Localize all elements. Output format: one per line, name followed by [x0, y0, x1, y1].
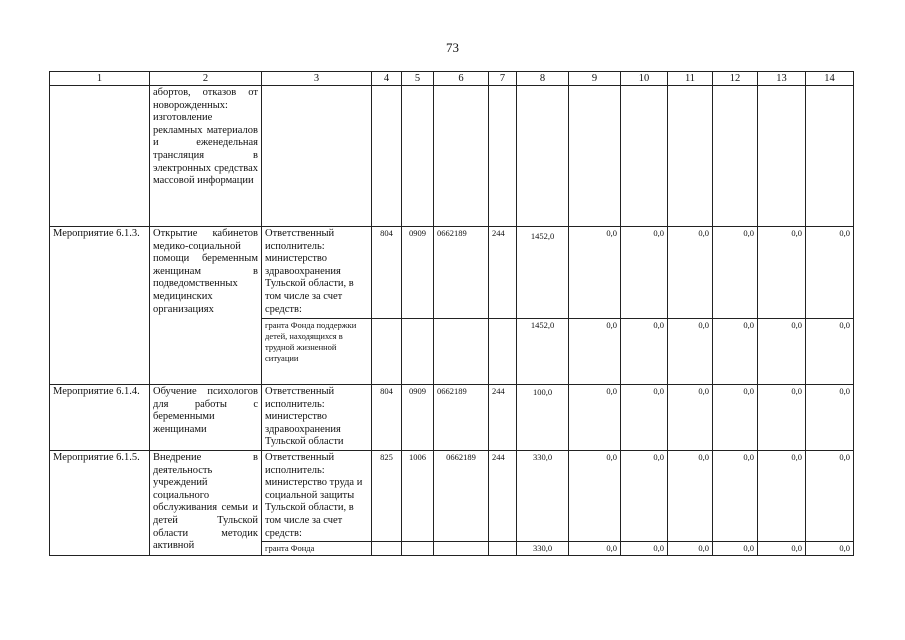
cell-c8: 1452,0 [517, 319, 569, 385]
column-header: 4 [372, 72, 402, 86]
column-header: 9 [569, 72, 621, 86]
cell-c6: 0662189 [434, 385, 489, 451]
cell-c14: 0,0 [806, 450, 854, 541]
cell-c12: 0,0 [713, 227, 758, 319]
table-row [50, 450, 854, 541]
cell-c14: 0,0 [806, 385, 854, 451]
measure-code-cell [50, 86, 150, 227]
cell-c9: 0,0 [569, 319, 621, 385]
column-header: 3 [262, 72, 372, 86]
column-header: 6 [434, 72, 489, 86]
cell-c4: 804 [372, 227, 402, 319]
table-header-row [50, 72, 854, 86]
cell-c8: 330,0 [517, 450, 569, 541]
cell-c5: 0909 [402, 227, 434, 319]
table-row [50, 227, 854, 319]
cell-c9: 0,0 [569, 450, 621, 541]
measure-description: абортов, отказов от новорожденных: изготовление рекламных материалов и еженедельная трансляция в электронных средствах массовой информации [150, 86, 262, 227]
cell-c11: 0,0 [668, 450, 713, 541]
cell-c4: 804 [372, 385, 402, 451]
cell-c10: 0,0 [621, 542, 668, 556]
measure-code: Мероприятие 6.1.5. [50, 450, 150, 555]
column-header: 1 [50, 72, 150, 86]
cell-c10: 0,0 [621, 319, 668, 385]
executor-cell: Ответственный исполнитель: министерство здравоохранения Тульской области [262, 385, 372, 451]
cell-c13: 0,0 [758, 319, 806, 385]
column-header: 5 [402, 72, 434, 86]
cell-c4: 825 [372, 450, 402, 541]
cell-c12: 0,0 [713, 450, 758, 541]
cell-c13: 0,0 [758, 385, 806, 451]
column-header: 12 [713, 72, 758, 86]
cell-c14: 0,0 [806, 227, 854, 319]
column-header: 2 [150, 72, 262, 86]
cell-c7: 244 [489, 385, 517, 451]
cell-c8: 100,0 [517, 385, 569, 451]
cell-c9: 0,0 [569, 542, 621, 556]
cell-c7: 244 [489, 450, 517, 541]
cell-c10: 0,0 [621, 227, 668, 319]
executor-cell: гранта Фонда [262, 542, 372, 556]
column-header: 14 [806, 72, 854, 86]
table-row [50, 86, 854, 227]
cell-c5: 0909 [402, 385, 434, 451]
budget-table [49, 71, 854, 556]
cell-c11: 0,0 [668, 227, 713, 319]
cell-c7: 244 [489, 227, 517, 319]
measure-description: Обучение психологов для работы с беременными женщинами [150, 385, 262, 451]
executor-cell: гранта Фонда поддержки детей, находящихся в трудной жизненной ситуации [262, 319, 372, 385]
measure-description: Внедрение в деятельность учреждений социального обслуживания семьи и детей Тульской области методик активной [150, 450, 262, 555]
cell-c10: 0,0 [621, 385, 668, 451]
cell-c12: 0,0 [713, 319, 758, 385]
column-header: 10 [621, 72, 668, 86]
page-number: 73 [446, 40, 459, 55]
measure-description: Открытие кабинетов медико-социальной помощи беременным женщинам в подведомственных медицинских организациях [150, 227, 262, 385]
column-header: 13 [758, 72, 806, 86]
cell-c8: 1452,0 [517, 227, 569, 319]
table-row [50, 385, 854, 451]
cell-c14: 0,0 [806, 319, 854, 385]
column-header: 8 [517, 72, 569, 86]
cell-c6: 0662189 [434, 450, 489, 541]
cell-c9: 0,0 [569, 227, 621, 319]
cell-c11: 0,0 [668, 319, 713, 385]
cell-c8: 330,0 [517, 542, 569, 556]
measure-code: Мероприятие 6.1.3. [50, 227, 150, 385]
cell-c5: 1006 [402, 450, 434, 541]
cell-c13: 0,0 [758, 450, 806, 541]
executor-cell: Ответственный исполнитель: министерство здравоохранения Тульской области, в том числе за счет средств: [262, 227, 372, 319]
executor-cell: Ответственный исполнитель: министерство труда и социальной защиты Тульской области, в том числе за счет средств: [262, 450, 372, 541]
column-header: 11 [668, 72, 713, 86]
cell-c13: 0,0 [758, 542, 806, 556]
cell-c12: 0,0 [713, 385, 758, 451]
cell-c10: 0,0 [621, 450, 668, 541]
cell-c13: 0,0 [758, 227, 806, 319]
cell-c11: 0,0 [668, 385, 713, 451]
cell-c6: 0662189 [434, 227, 489, 319]
cell-c9: 0,0 [569, 385, 621, 451]
measure-code: Мероприятие 6.1.4. [50, 385, 150, 451]
cell-c14: 0,0 [806, 542, 854, 556]
cell-c11: 0,0 [668, 542, 713, 556]
column-header: 7 [489, 72, 517, 86]
cell-c12: 0,0 [713, 542, 758, 556]
